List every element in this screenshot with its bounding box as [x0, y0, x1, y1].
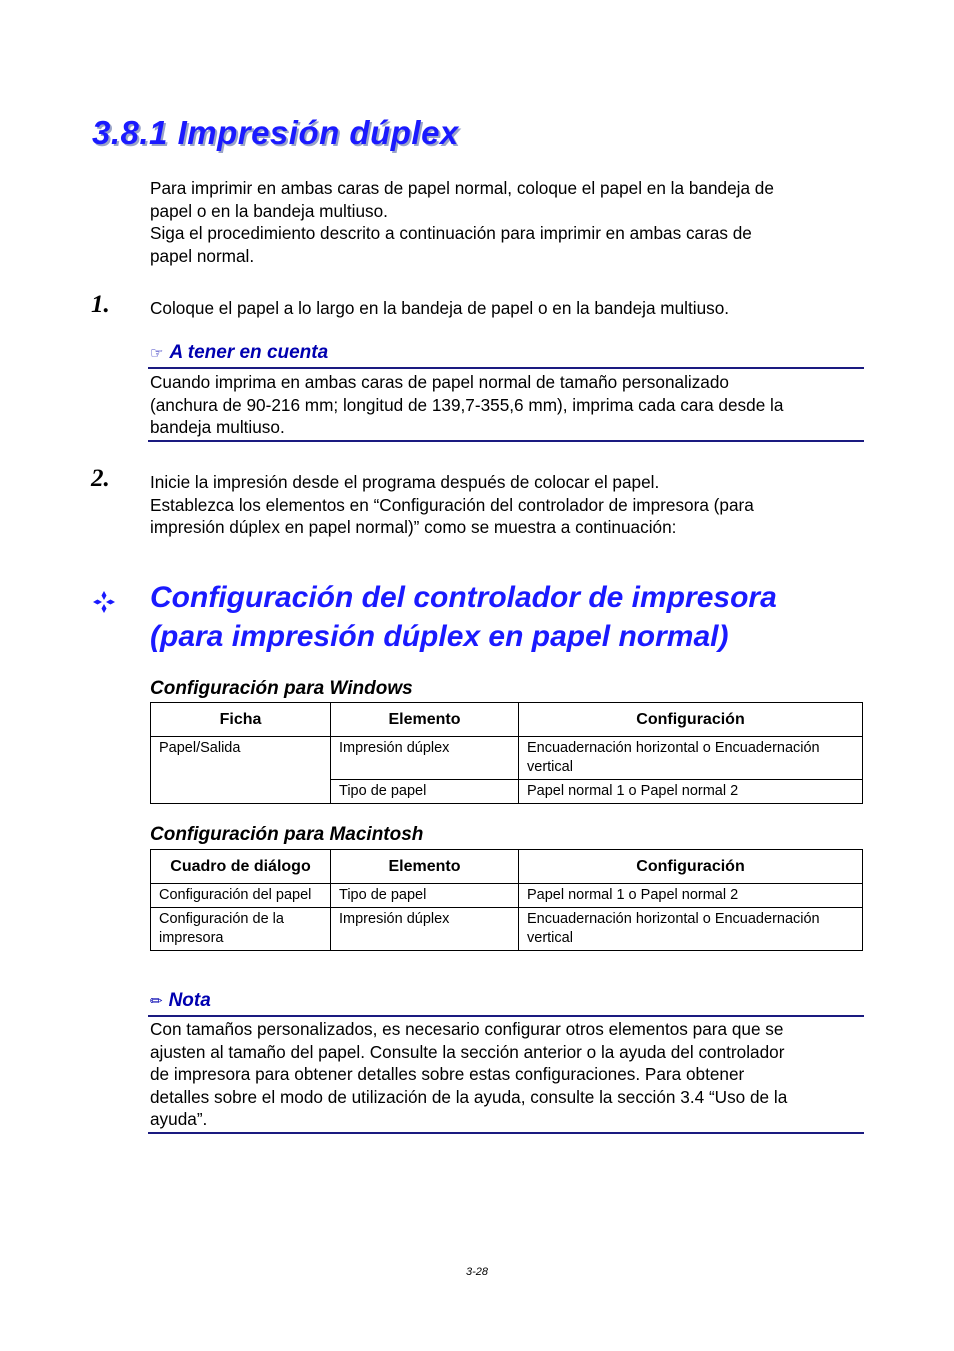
- step-2-line: impresión dúplex en papel normal)” como se muestra a continuación:: [150, 517, 677, 538]
- config-heading-line: (para impresión dúplex en papel normal): [150, 620, 729, 653]
- table-cell: Encuadernación horizontal o Encuadernación vertical: [519, 737, 863, 780]
- note-line: Cuando imprima en ambas caras de papel normal de tamaño personalizado: [150, 372, 729, 392]
- note-bottom-rule: [148, 440, 864, 442]
- note-top-rule: [148, 367, 864, 369]
- nota-bottom-rule: [148, 1132, 864, 1134]
- section-heading: 3.8.1 Impresión dúplex: [92, 114, 459, 151]
- windows-config-table: [150, 702, 863, 804]
- table-row: [151, 908, 863, 951]
- note-line: bandeja multiuso.: [150, 417, 285, 438]
- table-cell: Papel normal 1 o Papel normal 2: [519, 884, 863, 908]
- column-header: Configuración: [519, 703, 863, 737]
- config-section-heading: [150, 578, 777, 656]
- table-header-row: [151, 703, 863, 737]
- table-cell: Papel normal 1 o Papel normal 2: [519, 780, 863, 804]
- page-number: 3-28: [465, 1266, 489, 1278]
- column-header: Cuadro de diálogo: [151, 850, 331, 884]
- note-line: (anchura de 90-216 mm; longitud de 139,7-355,6 mm), imprima cada cara desde la: [150, 394, 784, 415]
- intro-paragraph: [150, 177, 870, 267]
- note-tener-body: [150, 371, 870, 439]
- note-line: Con tamaños personalizados, es necesario configurar otros elementos para que se: [150, 1019, 784, 1039]
- step-2-number: 2.: [91, 465, 110, 492]
- note-nota-title: Nota: [168, 990, 211, 1011]
- table-row: [151, 884, 863, 908]
- table-cell: Impresión dúplex: [331, 737, 519, 780]
- table-cell: Configuración de la impresora: [151, 908, 331, 951]
- intro-line: Siga el procedimiento descrito a continuación para imprimir en ambas caras de: [150, 223, 752, 244]
- column-header: Configuración: [519, 850, 863, 884]
- table-cell: Papel/Salida: [151, 737, 331, 804]
- intro-line: papel normal.: [150, 245, 255, 266]
- step-2-line: Inicie la impresión desde el programa después de colocar el papel.: [150, 472, 660, 492]
- table-row: [151, 737, 863, 780]
- note-tener-header: [150, 342, 328, 364]
- step-1-number: 1.: [91, 291, 110, 318]
- mac-config-title: Configuración para Macintosh: [150, 824, 424, 845]
- intro-line: papel o en la bandeja multiuso.: [150, 200, 388, 221]
- mac-config-table: [150, 849, 863, 951]
- column-header: Elemento: [331, 850, 519, 884]
- table-cell: Impresión dúplex: [331, 908, 519, 951]
- column-header: Ficha: [151, 703, 331, 737]
- table-cell: Configuración del papel: [151, 884, 331, 908]
- note-nota-header: [150, 990, 211, 1012]
- column-header: Elemento: [331, 703, 519, 737]
- config-heading-line: Configuración del controlador de impresora: [150, 581, 777, 614]
- intro-line: Para imprimir en ambas caras de papel normal, coloque el papel en la bandeja de: [150, 178, 774, 198]
- step-2-text: [150, 471, 870, 539]
- table-cell: Encuadernación horizontal o Encuadernación vertical: [519, 908, 863, 951]
- pencil-icon: ✏: [150, 993, 163, 1010]
- table-cell: Tipo de papel: [331, 884, 519, 908]
- table-header-row: [151, 850, 863, 884]
- diamond-bullet-icon: [92, 590, 116, 614]
- pointing-hand-icon: ☞: [150, 345, 164, 362]
- note-line: ayuda”.: [150, 1109, 208, 1130]
- note-tener-title: A tener en cuenta: [169, 342, 329, 363]
- note-line: ajusten al tamaño del papel. Consulte la sección anterior o la ayuda del controlador: [150, 1041, 785, 1062]
- note-nota-body: [150, 1018, 870, 1131]
- nota-top-rule: [148, 1015, 864, 1017]
- step-1-text: Coloque el papel a lo largo en la bandeja de papel o en la bandeja multiuso.: [150, 298, 730, 318]
- table-cell: Tipo de papel: [331, 780, 519, 804]
- step-2-line: Establezca los elementos en “Configuración del controlador de impresora (para: [150, 494, 754, 515]
- windows-config-title: Configuración para Windows: [150, 678, 413, 699]
- note-line: de impresora para obtener detalles sobre estas configuraciones. Para obtener: [150, 1064, 745, 1085]
- note-line: detalles sobre el modo de utilización de la ayuda, consulte la sección 3.4 “Uso de la: [150, 1086, 788, 1107]
